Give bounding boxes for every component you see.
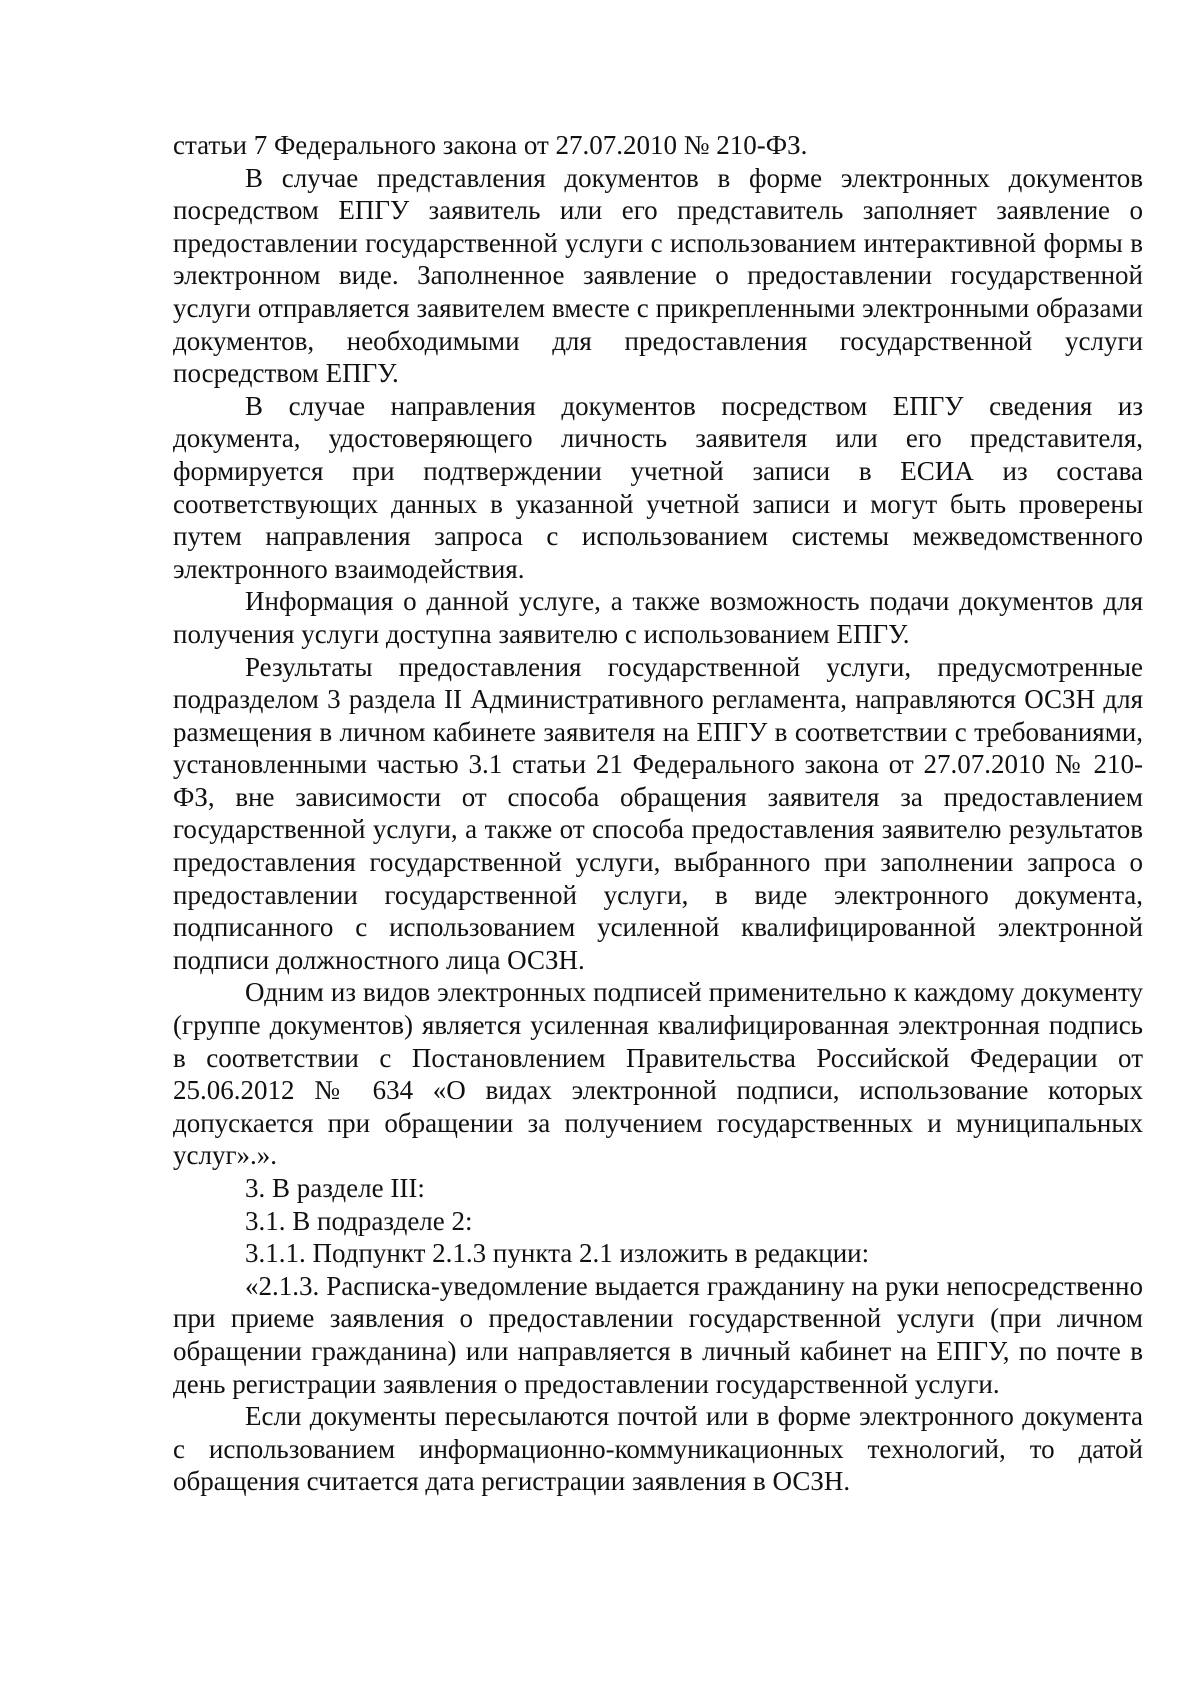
- paragraph-section-3: 3. В разделе III:: [245, 1173, 425, 1203]
- paragraph-results: Результаты предоставления государственной услуги, предусмотренные подразделом 3 раздела II Административного регламента, направляются ОСЗН для размещения в личном кабинете заявителя на ЕПГУ в соответствии с требованиями, установленными частью 3.1 статьи 21 Федерального закона от 27.07.2010 № 210-ФЗ, вне зависимости от способа обращения заявителя за предоставлением государственной услуги, а также от способа предоставления заявителю результатов предоставления государственной услуги, выбранного при заполнении запроса о предоставлении государственной услуги, в виде электронного документа, подписанного с использованием усиленной квалифицированной электронной подписи должностного лица ОСЗН.: [173, 651, 1143, 975]
- paragraph-info-service: Информация о данной услуге, а также возможность подачи документов для получения услуги доступна заявителю с использованием ЕПГУ.: [173, 586, 1143, 649]
- document-body: [173, 129, 1143, 1498]
- paragraph-signature: Одним из видов электронных подписей применительно к каждому документу (группе документов) является усиленная квалифицированная электронная подпись в соответствии с Постановлением Правительства Российской Федерации от 25.06.2012 № 634 «О видах электронной подписи, использование которых допускается при обращении за получением государственных и муниципальных услуг».».: [173, 977, 1143, 1171]
- paragraph-receipt: «2.1.3. Расписка-уведомление выдается гражданину на руки непосредственно при приеме заявления о предоставлении государственной услуги (при личном обращении гражданина) или направляется в личный кабинет на ЕПГУ, по почте в день регистрации заявления о предоставлении государственной услуги.: [173, 1270, 1143, 1399]
- paragraph-epgu-submission: В случае представления документов в форме электронных документов посредством ЕПГУ заявитель или его представитель заполняет заявление о предоставлении государственной услуги с использованием интерактивной формы в электронном виде. Заполненное заявление о предоставлении государственной услуги отправляется заявителем вместе с прикрепленными электронными образами документов, необходимыми для предоставления государственной услуги посредством ЕПГУ.: [173, 162, 1143, 389]
- paragraph-subsection-3-1: 3.1. В подразделе 2:: [245, 1205, 473, 1236]
- paragraph-mail-date: Если документы пересылаются почтой или в форме электронного документа с использованием информационно-коммуникационных технологий, то датой обращения считается дата регистрации заявления в ОСЗН.: [173, 1401, 1143, 1497]
- paragraph-continuation: статьи 7 Федерального закона от 27.07.2010 № 210-ФЗ.: [173, 130, 808, 160]
- paragraph-identity-esia: В случае направления документов посредством ЕПГУ сведения из документа, удостоверяющего личность заявителя или его представителя, формируется при подтверждении учетной записи в ЕСИА из состава соответствующих данных в указанной учетной записи и могут быть проверены путем направления запроса с использованием системы межведомственного электронного взаимодействия.: [173, 390, 1143, 584]
- paragraph-item-3-1-1: 3.1.1. Подпункт 2.1.3 пункта 2.1 изложить в редакции:: [245, 1238, 870, 1269]
